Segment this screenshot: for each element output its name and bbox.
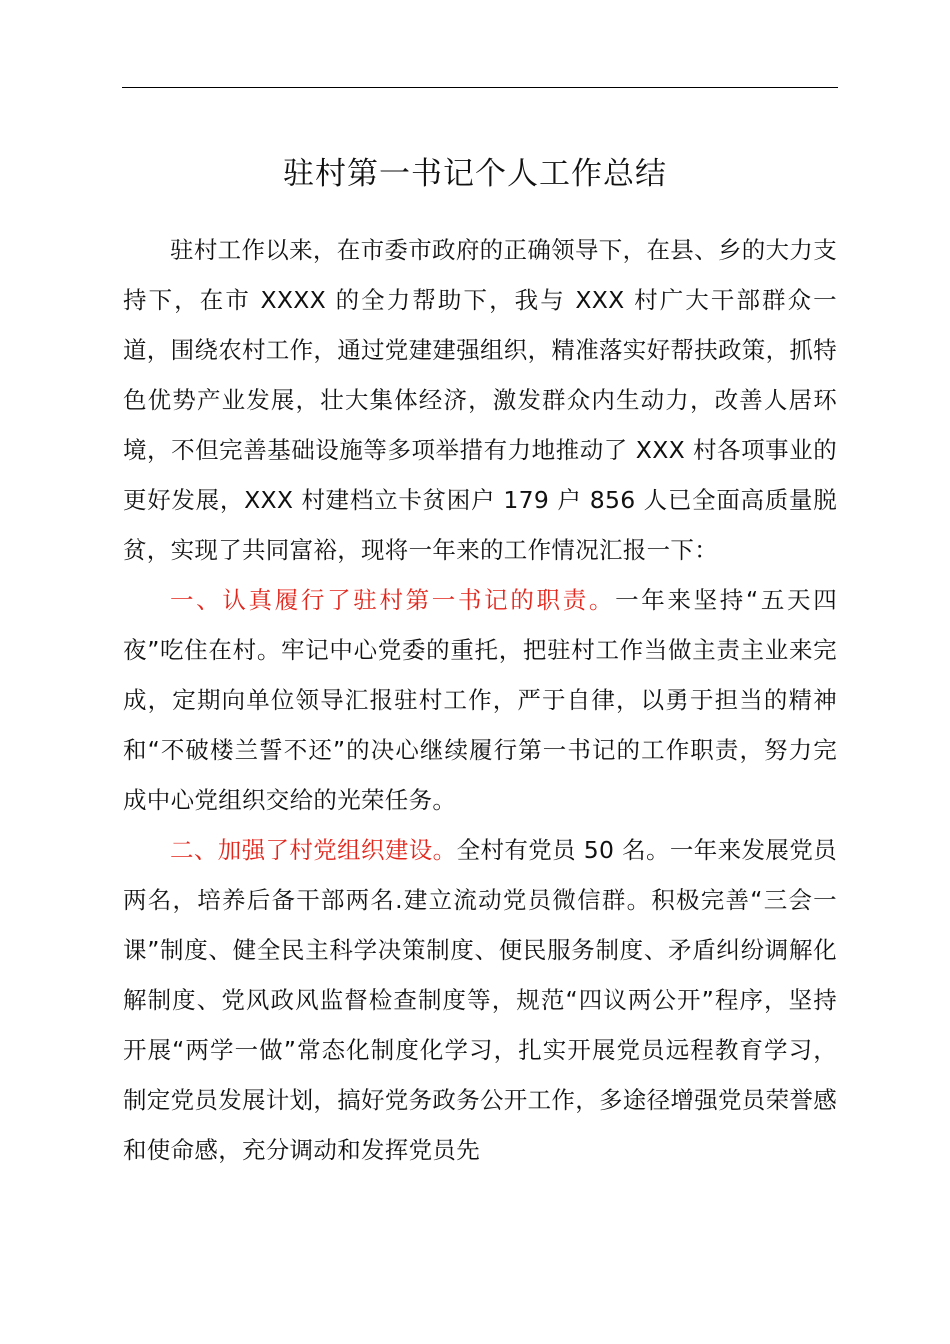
section-heading-1: 一、认真履行了驻村第一书记的职责。 bbox=[170, 586, 616, 614]
document-body bbox=[123, 225, 837, 1175]
header-rule bbox=[122, 87, 838, 88]
section-paragraph-1 bbox=[123, 575, 837, 825]
section-paragraph-2 bbox=[123, 825, 837, 1175]
section-text-1: 一年来坚持“五天四夜”吃住在村。牢记中心党委的重托，把驻村工作当做主责主业来完成，定期向单位领导汇报驻村工作，严于自律，以勇于担当的精神和“不破楼兰誓不还”的决心继续履行第一书记的工作职责，努力完成中心党组织交给的光荣任务。 bbox=[123, 586, 837, 814]
document-title: 驻村第一书记个人工作总结 bbox=[283, 156, 667, 192]
intro-paragraph: 驻村工作以来，在市委市政府的正确领导下，在县、乡的大力支持下，在市 XXXX 的全力帮助下，我与 XXX 村广大干部群众一道，围绕农村工作，通过党建建强组织，精准落实好帮扶政策，抓特色优势产业发展，壮大集体经济，激发群众内生动力，改善人居环境，不但完善基础设施等多项举措有力地推动了 XXX 村各项事业的更好发展，XXX 村建档立卡贫困户 179 户 856 人已全面高质量脱贫，实现了共同富裕，现将一年来的工作情况汇报一下： bbox=[123, 236, 837, 564]
section-heading-2: 二、加强了村党组织建设。 bbox=[170, 836, 457, 864]
section-text-2: 全村有党员 50 名。一年来发展党员两名，培养后备干部两名.建立流动党员微信群。积极完善“三会一课”制度、健全民主科学决策制度、便民服务制度、矛盾纠纷调解化解制度、党风政风监督检查制度等，规范“四议两公开”程序，坚持开展“两学一做”常态化制度化学习，扎实开展党员远程教育学习，制定党员发展计划，搞好党务政务公开工作，多途径增强党员荣誉感和使命感，充分调动和发挥党员先 bbox=[123, 836, 837, 1164]
